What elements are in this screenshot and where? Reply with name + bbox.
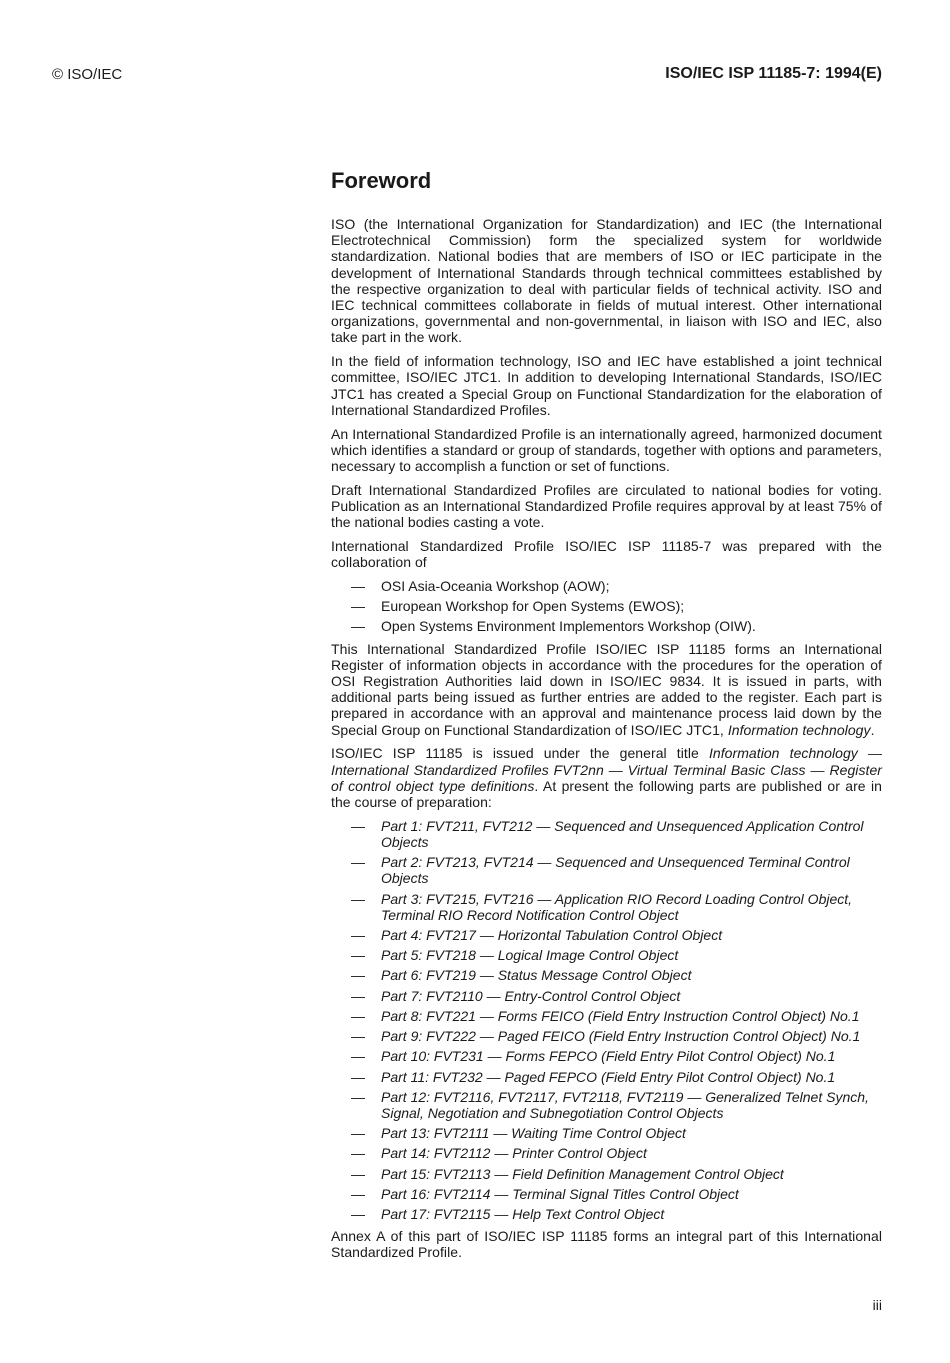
page-number: iii <box>872 1297 882 1313</box>
foreword-section <box>331 166 882 1268</box>
list-item <box>331 1008 882 1024</box>
list-item-text: Part 13: FVT2111 — Waiting Time Control Object <box>381 1125 686 1142</box>
workshop-list <box>331 578 882 635</box>
dash-marker: — <box>351 1028 365 1045</box>
list-item <box>331 1166 882 1182</box>
list-item <box>331 578 882 594</box>
paragraph-annex: Annex A of this part of ISO/IEC ISP 11185 forms an integral part of this International Standardized Profile. <box>331 1228 882 1261</box>
list-item <box>331 618 882 634</box>
dash-marker: — <box>351 967 365 984</box>
text-run: ISO/IEC ISP 11185 is issued under the general title <box>331 745 709 762</box>
list-item <box>331 891 882 923</box>
paragraph-collaboration: International Standardized Profile ISO/IEC ISP 11185-7 was prepared with the collaboration of <box>331 538 882 571</box>
paragraph-iso-iec: ISO (the International Organization for Standardization) and IEC (the International Electrotechnical Commission) form the specialized system for worldwide standardization. National bodies that are members of ISO or IEC participate in the development of International Standards through technical committees established by the respective organization to deal with particular fields of technical activity. ISO and IEC technical committees collaborate in fields of mutual interest. Other international organizations, governmental and non-governmental, in liaison with ISO and IEC, also take part in the work. <box>331 216 882 346</box>
list-item <box>331 988 882 1004</box>
dash-marker: — <box>351 1088 365 1105</box>
list-item-text: Part 11: FVT232 — Paged FEPCO (Field Entry Pilot Control Object) No.1 <box>381 1068 836 1085</box>
list-item <box>331 598 882 614</box>
list-item <box>331 1048 882 1064</box>
list-item-text: Part 3: FVT215, FVT216 — Application RIO Record Loading Control Object, Terminal RIO Record Notification Control Object <box>381 890 853 923</box>
dash-marker: — <box>351 987 365 1004</box>
list-item <box>331 854 882 886</box>
paragraph-isp-definition: An International Standardized Profile is an internationally agreed, harmonized document which identifies a standard or group of standards, together with options and parameters, necessary to accomplish a function or set of functions. <box>331 425 882 475</box>
dash-marker: — <box>351 578 365 595</box>
text-run: . At present the following parts are published or are in the course of preparation: <box>331 777 882 811</box>
list-item-text: Part 8: FVT221 — Forms FEICO (Field Entry Instruction Control Object) No.1 <box>381 1007 860 1024</box>
list-item-text: Part 15: FVT2113 — Field Definition Management Control Object <box>381 1165 784 1182</box>
list-item <box>331 1089 882 1121</box>
list-item-text: OSI Asia-Oceania Workshop (AOW); <box>381 578 610 595</box>
list-item <box>331 1069 882 1085</box>
dash-marker: — <box>351 1205 365 1222</box>
list-item-text: Part 14: FVT2112 — Printer Control Object <box>381 1145 647 1162</box>
list-item <box>331 1145 882 1161</box>
list-item-text: Part 5: FVT218 — Logical Image Control Object <box>381 947 679 964</box>
dash-marker: — <box>351 947 365 964</box>
list-item-text: Open Systems Environment Implementors Workshop (OIW). <box>381 618 756 635</box>
paragraph-draft-voting: Draft International Standardized Profiles are circulated to national bodies for voting. Publication as an International Standardized Profile requires approval by at least 75% of the national bodies casting a vote. <box>331 481 882 531</box>
header-document-id: ISO/IEC ISP 11185-7: 1994(E) <box>665 65 882 82</box>
list-item-text: Part 7: FVT2110 — Entry-Control Control Object <box>381 987 681 1004</box>
page-title: Foreword <box>331 168 432 193</box>
dash-marker: — <box>351 1068 365 1085</box>
list-item-text: Part 17: FVT2115 — Help Text Control Object <box>381 1205 665 1222</box>
list-item <box>331 967 882 983</box>
dash-marker: — <box>351 1007 365 1024</box>
list-item <box>331 1028 882 1044</box>
list-item-text: Part 1: FVT211, FVT212 — Sequenced and Unsequenced Application Control Objects <box>381 817 864 851</box>
dash-marker: — <box>351 817 365 834</box>
text-run-italic: Information technology <box>727 721 871 738</box>
list-item <box>331 1125 882 1141</box>
list-item-text: Part 9: FVT222 — Paged FEICO (Field Entry Instruction Control Object) No.1 <box>381 1028 861 1045</box>
paragraph-jtc1: In the field of information technology, ISO and IEC have established a joint technical committee, ISO/IEC JTC1. In addition to developing International Standards, ISO/IEC JTC1 has created a Special Group on Functional Standardization for the elaboration of International Standardized Profiles. <box>331 353 882 418</box>
list-item-text: Part 6: FVT219 — Status Message Control Object <box>381 967 692 984</box>
list-item <box>331 1206 882 1222</box>
paragraph-register <box>331 641 882 738</box>
text-run: . <box>870 721 875 738</box>
list-item <box>331 1186 882 1202</box>
list-item-text: Part 4: FVT217 — Horizontal Tabulation Control Object <box>381 927 723 944</box>
dash-marker: — <box>351 1185 365 1202</box>
list-item-text: Part 16: FVT2114 — Terminal Signal Titles Control Object <box>381 1185 739 1202</box>
dash-marker: — <box>351 890 365 907</box>
dash-marker: — <box>351 618 365 635</box>
parts-list <box>331 818 882 1222</box>
list-item <box>331 947 882 963</box>
header-copyright: © ISO/IEC <box>52 66 123 83</box>
dash-marker: — <box>351 1048 365 1065</box>
dash-marker: — <box>351 854 365 871</box>
dash-marker: — <box>351 927 365 944</box>
dash-marker: — <box>351 1165 365 1182</box>
list-item-text: European Workshop for Open Systems (EWOS); <box>381 598 685 615</box>
dash-marker: — <box>351 1145 365 1162</box>
list-item <box>331 818 882 850</box>
text-run: This International Standardized Profile ISO/IEC ISP 11185 forms an International Register of information objects in accordance with the procedures for the operation of OSI Registration Authorities laid down in ISO/IEC 9834. It is issued in parts, with additional parts being issued as further entries are added to the register. Each part is prepared in accordance with an approval and maintenance process laid down by the Special Group on Functional Standardization of ISO/IEC JTC1, <box>331 640 882 738</box>
list-item <box>331 927 882 943</box>
list-item-text: Part 2: FVT213, FVT214 — Sequenced and Unsequenced Terminal Control Objects <box>381 854 850 887</box>
list-item-text: Part 12: FVT2116, FVT2117, FVT2118, FVT2119 — Generalized Telnet Synch, Signal, Negotiation and Subnegotiation Control Objects <box>381 1088 869 1121</box>
list-item-text: Part 10: FVT231 — Forms FEPCO (Field Entry Pilot Control Object) No.1 <box>381 1048 836 1065</box>
text-run-italic: Information technology — International Standardized Profiles FVT2nn — Virtual Terminal Basic Class — Register of control object type definitions <box>331 745 882 794</box>
dash-marker: — <box>351 1125 365 1142</box>
dash-marker: — <box>351 598 365 615</box>
paragraph-general-title <box>331 745 882 810</box>
